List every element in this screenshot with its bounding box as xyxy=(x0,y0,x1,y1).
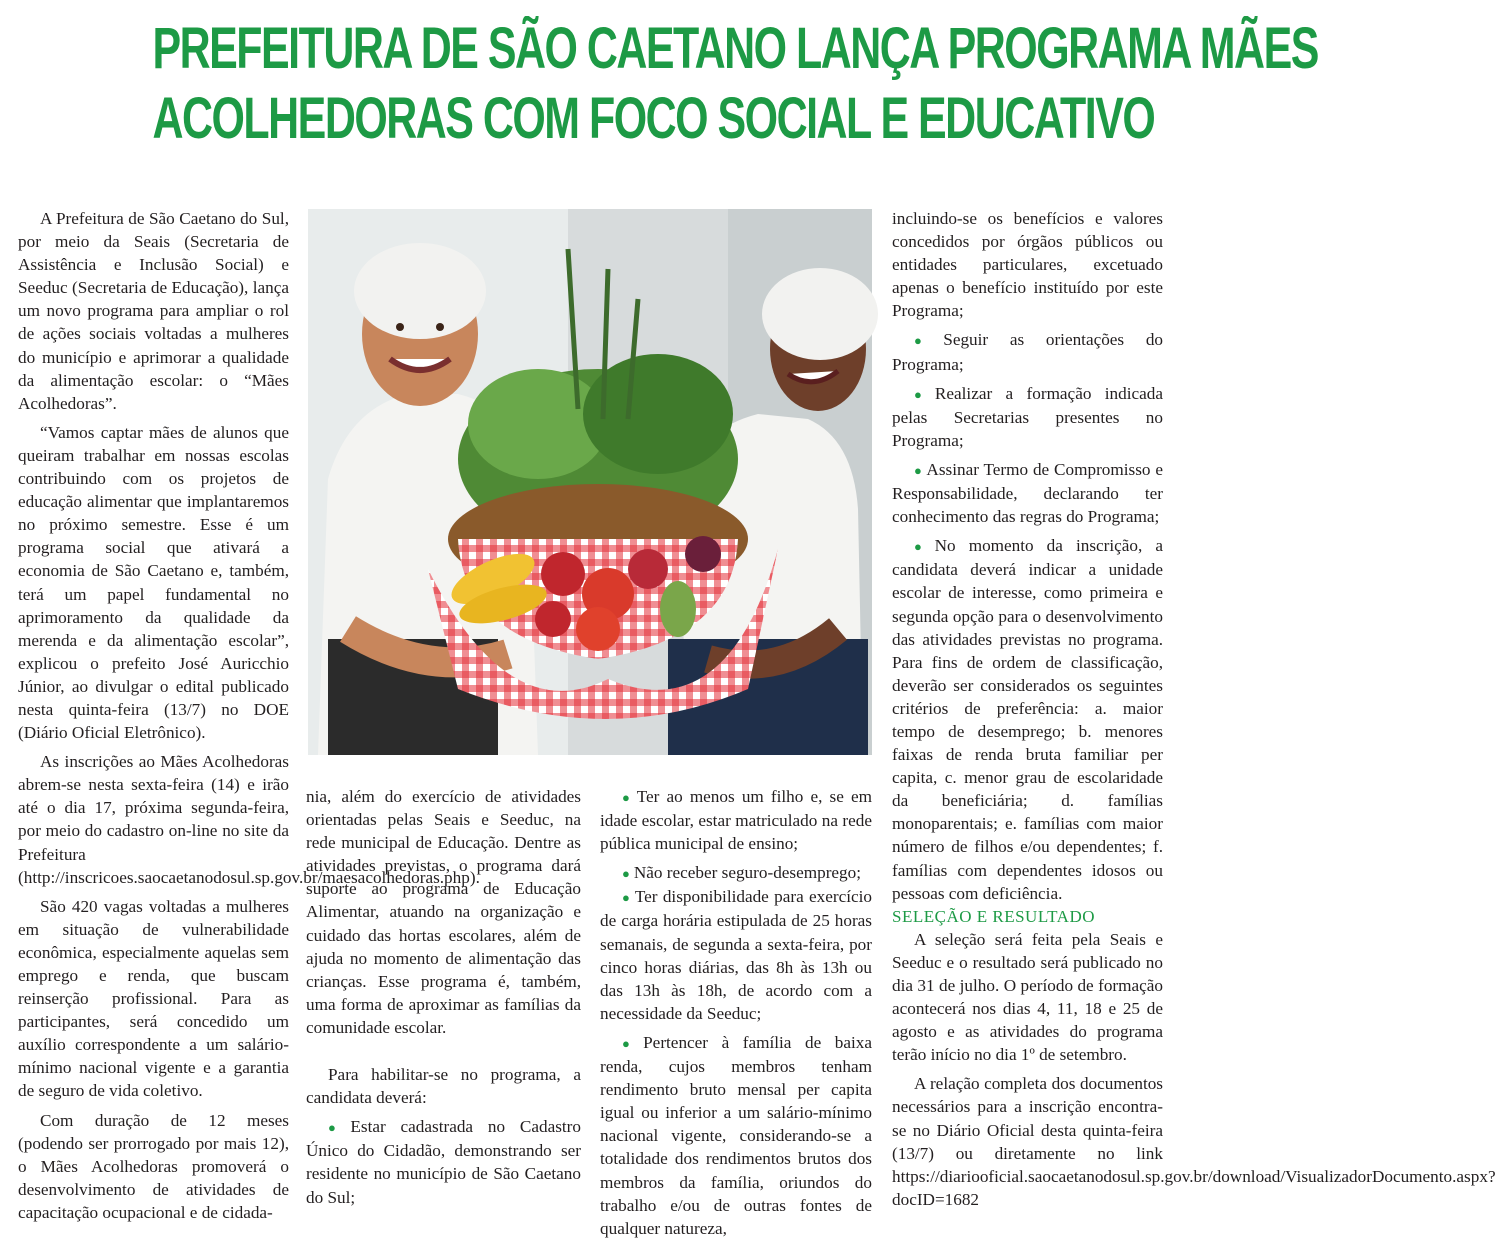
bullet-text: Ter ao menos um filho e, se em idade escolar, estar matriculado na rede pública municipal de ensino; xyxy=(600,787,872,854)
bullet-item xyxy=(600,785,872,855)
bullet-icon: ● xyxy=(328,1120,347,1136)
column-3 xyxy=(600,785,872,1240)
bullet-item xyxy=(892,534,1163,905)
column-4 xyxy=(892,207,1496,1211)
bullet-icon: ● xyxy=(914,462,923,478)
bullet-item xyxy=(892,382,1163,452)
bullet-item xyxy=(892,458,1163,528)
paragraph: Para habilitar-se no programa, a candidata deverá: xyxy=(306,1065,581,1108)
article-photo xyxy=(308,209,872,755)
bullet-icon: ● xyxy=(914,333,940,349)
bullet-icon: ● xyxy=(622,1035,640,1051)
bullet-icon: ● xyxy=(622,890,631,906)
article-headline xyxy=(152,14,1318,154)
paragraph: A relação completa dos documentos necessários para a inscrição encontra-se no Diário Oficial desta quinta-feira (13/7) ou diretamente no link https://diariooficial.saocaetanodosul.sp.gov.br/download/VisualizadorDocumento.aspx?docID=1682 xyxy=(892,1074,1496,1209)
paragraph: incluindo-se os benefícios e valores concedidos por órgãos públicos ou entidades particulares, excetuado apenas o benefício instituído por este Programa; xyxy=(892,209,1163,321)
bullet-text: Realizar a formação indicada pelas Secretarias presentes no Programa; xyxy=(892,383,1163,450)
section-subheading: SELEÇÃO E RESULTADO xyxy=(892,906,1096,926)
bullet-text: Seguir as orientações do Programa; xyxy=(892,330,1164,374)
headline-line-2: ACOLHEDORAS COM FOCO SOCIAL E EDUCATIVO xyxy=(152,86,1155,151)
bullet-icon: ● xyxy=(914,539,931,555)
bullet-item xyxy=(600,1031,872,1240)
bullet-item xyxy=(600,861,872,885)
bullet-text: Não receber seguro-desemprego; xyxy=(633,863,862,883)
paragraph: A seleção será feita pela Seais e Seeduc e o resultado será publicado no dia 31 de julho. O período de formação acontecerá nos dias 4, 11, 18 e 25 de agosto e as atividades do programa terão início no dia 1º de setembro. xyxy=(892,929,1163,1065)
headline-line-1: PREFEITURA DE SÃO CAETANO LANÇA PROGRAMA MÃES xyxy=(152,16,1318,81)
bullet-item xyxy=(892,328,1163,375)
bullet-item xyxy=(306,1115,581,1208)
paragraph: “Vamos captar mães de alunos que queiram trabalhar em nossas escolas contribuindo com os projetos de educação alimentar que implantaremos no próximo semestre. Esse é um programa social que ativará a economia de São Caetano e, também, terá um papel fundamental no aprimoramento da qualidade da merenda e da alimentação escolar”, explicou o prefeito José Auricchio Júnior, ao divulgar o edital publicado nesta quinta-feira (13/7) no DOE (Diário Oficial Eletrônico). xyxy=(18,422,289,743)
photo-women-vegetable-basket xyxy=(308,209,872,755)
bullet-item xyxy=(600,885,872,1025)
bullet-text: No momento da inscrição, a candidata deverá indicar a unidade escolar de interesse, como primeira e segunda opção para o desenvolvimento das atividades previstas no programa. Para fins de ordem de classificação, deverão ser considerados os seguintes critérios de preferência: a. maior tempo de desemprego; b. menores faixas de renda bruta familiar per capita, c. menor grau de escolaridade da beneficiária; d. famílias monoparentais; e. famílias com maior número de filhos e/ou dependentes; f. famílias com dependentes idosos ou pessoas com deficiência. xyxy=(892,536,1163,903)
bullet-icon: ● xyxy=(622,790,633,805)
paragraph: A Prefeitura de São Caetano do Sul, por meio da Seais (Secretaria de Assistência e Inclusão Social) e Seeduc (Secretaria de Educação), lança um novo programa para ampliar o rol de ações sociais voltadas a mulheres do município e aprimorar a qualidade da alimentação escolar: o “Mães Acolhedoras”. xyxy=(18,209,289,413)
bullet-icon: ● xyxy=(914,386,931,402)
paragraph: Com duração de 12 meses (podendo ser prorrogado por mais 12), o Mães Acolhedoras promoverá o desenvolvimento de atividades de capacitação ocupacional e de cidada- xyxy=(18,1110,289,1222)
bullet-text: Ter disponibilidade para exercício de carga horária estipulada de 25 horas semanais, de segunda a sexta-feira, por cinco horas diárias, das 8h às 13h ou das 13h às 18h, de acordo com a necessidade da Seeduc; xyxy=(600,887,872,1023)
bullet-text: Pertencer à família de baixa renda, cujos membros tenham rendimento bruto mensal per capita igual ou inferior a um salário-mínimo nacional vigente, considerando-se a totalidade dos rendimentos brutos dos membros da família, oriundos do trabalho e/ou de outras fontes de qualquer natureza, xyxy=(600,1032,872,1238)
paragraph: nia, além do exercício de atividades orientadas pelas Seais e Seeduc, na rede municipal de Educação. Dentre as atividades previstas, o programa dará suporte ao programa de Educação Alimentar, atuando na organização e cuidado das hortas escolares, além de ajuda no momento de alimentação das crianças. Esse programa é, também, uma forma de aproximar as famílias da comunidade escolar. xyxy=(306,787,581,1037)
column-2 xyxy=(306,785,581,1209)
bullet-text: Assinar Termo de Compromisso e Responsabilidade, declarando ter conhecimento das regras do Programa; xyxy=(892,459,1163,527)
paragraph: São 420 vagas voltadas a mulheres em situação de vulnerabilidade econômica, especialmente aquelas sem emprego e renda, que buscam reinserção profissional. Para as participantes, será concedido um auxílio correspondente a um salário-mínimo nacional vigente e a garantia de seguro de vida coletivo. xyxy=(18,896,289,1101)
bullet-text: Estar cadastrada no Cadastro Único do Cidadão, demonstrando ser residente no município de São Caetano do Sul; xyxy=(306,1117,581,1207)
bullet-icon: ● xyxy=(622,866,630,882)
paragraph: As inscrições ao Mães Acolhedoras abrem-se nesta sexta-feira (14) e irão até o dia 17, próxima segunda-feira, por meio do cadastro on-line no site da Prefeitura (http://inscricoes.saocaetanodosul.sp.gov.br/maesacolhedoras.php). xyxy=(18,752,480,887)
